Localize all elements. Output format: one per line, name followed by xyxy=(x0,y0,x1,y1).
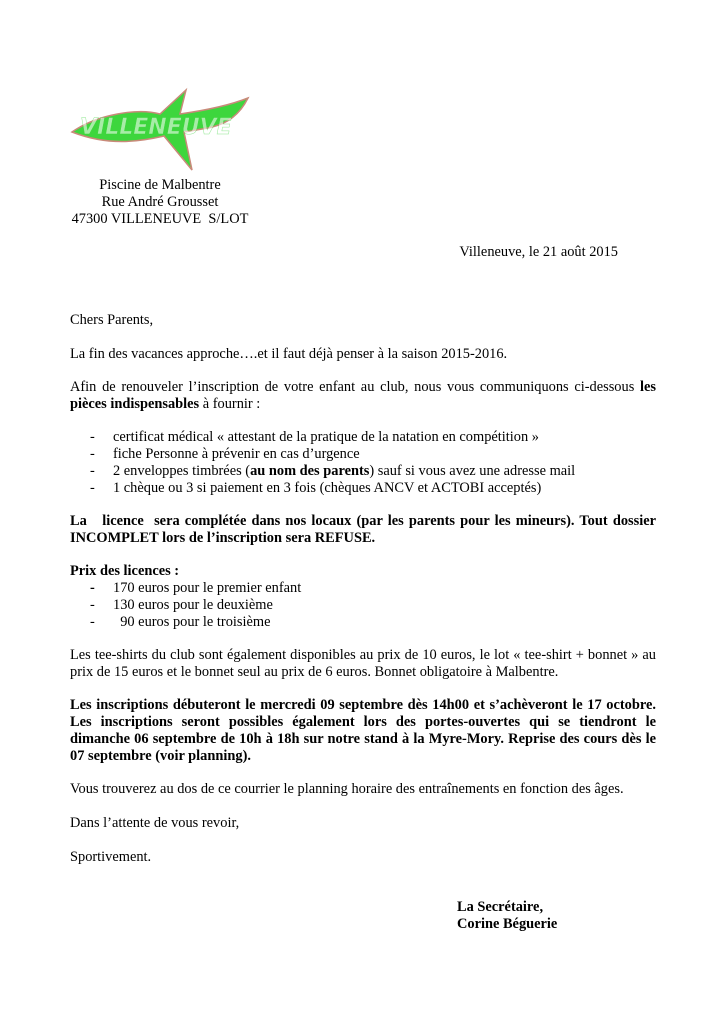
price-item: - 170 euros pour le premier enfant xyxy=(90,580,302,596)
licence-notice: La licence sera complétée dans nos locaux (par les parents pour les mineurs). Tout dossier INCOMPLET lors de l’inscription sera REFUSE. xyxy=(70,513,656,546)
teeshirts-paragraph: Les tee-shirts du club sont également disponibles au prix de 10 euros, le lot « tee-shirt + bonnet » au prix de 15 euros et le bonnet seul au prix de 6 euros. Bonnet obligatoire à Malbentre. xyxy=(70,647,656,680)
list-item: - 1 chèque ou 3 si paiement en 3 fois (chèques ANCV et ACTOBI acceptés) xyxy=(90,480,542,496)
closing-salutation: Sportivement. xyxy=(70,849,152,865)
signature-block xyxy=(457,899,557,933)
price-item: - 130 euros pour le deuxième xyxy=(90,597,273,613)
greeting: Chers Parents, xyxy=(70,312,154,328)
list-item: - certificat médical « attestant de la pratique de la natation en compétition » xyxy=(90,429,539,445)
documents-list xyxy=(70,429,656,497)
address-line: Rue André Grousset xyxy=(101,194,219,210)
closing-line: Dans l’attente de vous revoir, xyxy=(70,815,240,831)
logo-text: VILLENEUVE xyxy=(80,115,232,140)
planning-paragraph: Vous trouverez au dos de ce courrier le planning horaire des entraînements en fonction des âges. xyxy=(70,781,624,797)
club-logo xyxy=(68,84,252,176)
list-item: - 2 enveloppes timbrées (au nom des parents) sauf si vous avez une adresse mail xyxy=(90,463,576,479)
pieces-paragraph: Afin de renouveler l’inscription de votre enfant au club, nous vous communiquons ci-dessous les pièces indispensables à fournir : xyxy=(70,379,656,412)
prices-title: Prix des licences : xyxy=(70,563,180,579)
prices-section xyxy=(70,563,656,631)
list-item: - fiche Personne à prévenir en cas d’urgence xyxy=(90,446,360,462)
inscriptions-paragraph: Les inscriptions débuteront le mercredi 09 septembre dès 14h00 et s’achèveront le 17 octobre. Les inscriptions seront possibles également lors des portes-ouvertes qui se tiendront le dimanche 06 septembre de 10h à 18h sur notre stand à la Myre-Mory. Reprise des cours dès le 07 septembre (voir planning). xyxy=(70,697,656,764)
address-line: Piscine de Malbentre xyxy=(99,177,221,193)
signature-role: La Secrétaire, xyxy=(457,899,544,915)
address-block xyxy=(70,177,250,228)
intro-paragraph: La fin des vacances approche….et il faut déjà penser à la saison 2015-2016. xyxy=(70,346,508,362)
address-line: 47300 VILLENEUVE S/LOT xyxy=(71,211,249,227)
signature-name: Corine Béguerie xyxy=(457,916,558,932)
letter-date: Villeneuve, le 21 août 2015 xyxy=(459,244,618,260)
price-item: - 90 euros pour le troisième xyxy=(90,614,271,630)
